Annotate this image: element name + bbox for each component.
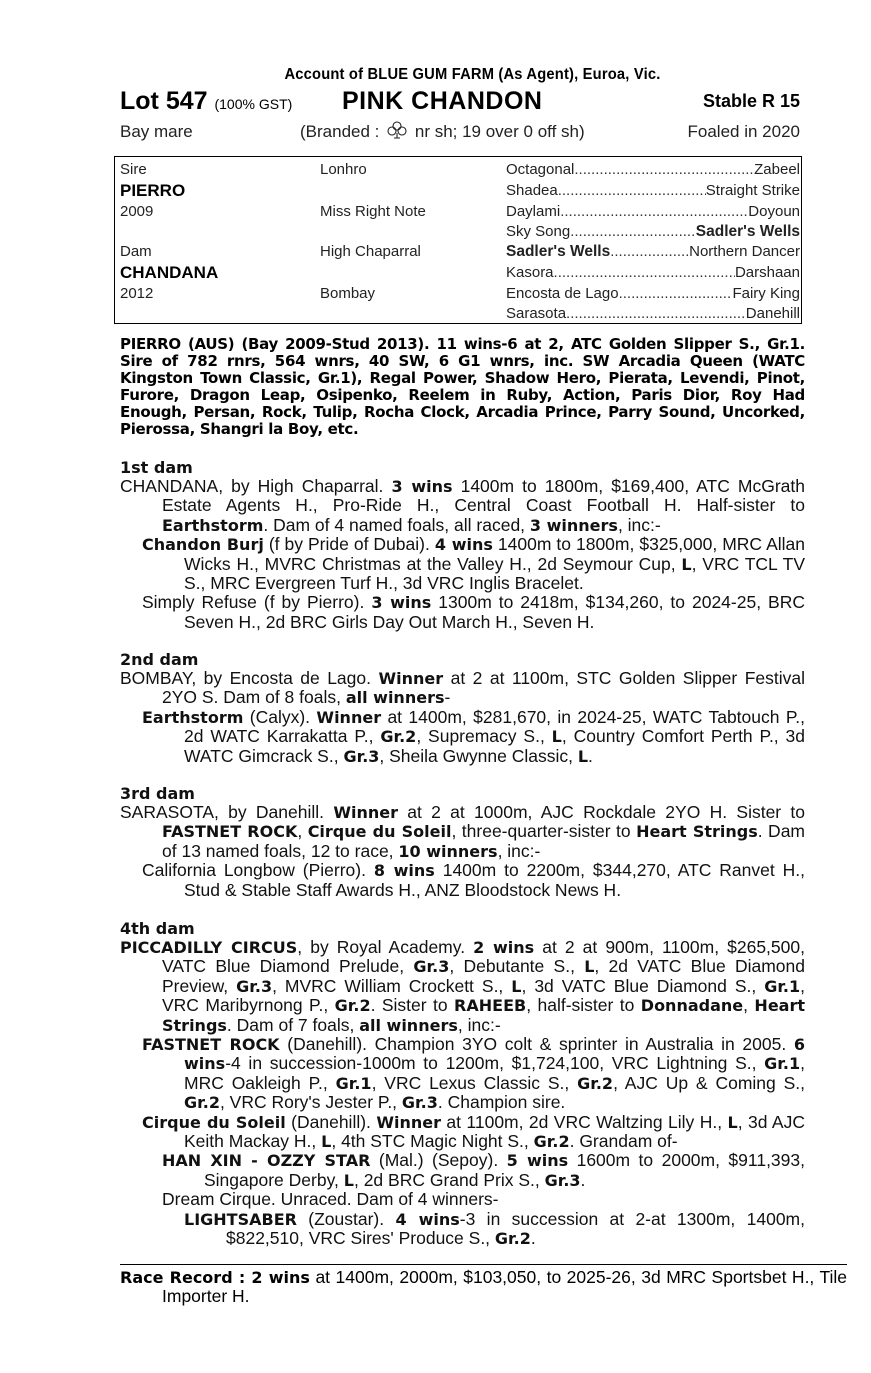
fourth-dam-greatgrandprogeny-1: LIGHTSABER (Zoustar). 4 wins-3 in succession at 2-at 1300m, 1400m, $822,510, VRC Sires' Produce S., Gr.2. [184,1208,805,1249]
foaled-year: Foaled in 2020 [687,122,800,141]
third-gen-8: Sarasota ..... Danehill [506,305,800,322]
dam-label: Dam [120,243,152,260]
third-gen-7: Encosta de Lago ..... Fairy King [506,285,800,302]
fourth-dam-grandprogeny-2: Dream Cirque. Unraced. Dam of 4 winners- [162,1189,499,1210]
second-dam-section [120,650,805,766]
third-gen-5: Sadler's Wells ..... Northern Dancer [506,243,800,261]
sire-dam: Miss Right Note [320,203,426,220]
third-dam-heading: 3rd dam [120,784,195,803]
third-gen-3: Daylami ..... Doyoun [506,203,800,220]
race-record-label: Race Record : 2 wins [120,1268,310,1287]
brand-info: (Branded : nr sh; 19 over 0 off sh) [300,122,585,141]
third-dam-text: SARASOTA, by Danehill. Winner at 2 at 1000m, AJC Rockdale 2YO H. Sister to FASTNET ROCK, Cirque du Soleil, three-quarter-sister to Heart Strings. Dam of 13 named foals, 12 to race, 10 winners, inc:- [120,802,806,861]
gst-note: (100% GST) [214,96,293,112]
dam-year: 2012 [120,285,154,302]
second-dam-heading: 2nd dam [120,650,199,669]
sire-label: Sire [120,161,147,178]
lot-number: Lot 547 (100% GST) [120,87,293,115]
stable-number: Stable R 15 [702,91,800,111]
fourth-dam-progeny-2: Cirque du Soleil (Danehill). Winner at 1100m, 2d VRC Waltzing Lily H., L, 3d AJC Keith Mackay H., L, 4th STC Magic Night S., Gr.2. Grandam of- [142,1111,805,1152]
info-row [120,116,805,148]
catalogue-page [120,64,848,1307]
third-dam-progeny-1: California Longbow (Pierro). 8 wins 1400m to 2200m, $344,270, ATC Ranvet H., Stud & Stable Staff Awards H., ANZ Bloodstock News H. [142,860,806,900]
third-gen-2: Shadea ..... Straight Strike [506,182,800,199]
dam-sire: High Chaparral [320,243,421,260]
horse-sex: Bay mare [120,122,193,141]
pedigree-table [114,156,802,324]
third-gen-1: Octagonal ..... Zabeel [506,161,800,178]
first-dam-section [120,458,805,632]
third-dam-section [120,784,805,900]
vendor-account: Account of BLUE GUM FARM (As Agent), Euroa, Vic. [284,66,661,83]
race-record-text: at 1400m, 2000m, $103,050, to 2025-26, 3d MRC Sportsbet H., Tile Importer H. [162,1267,848,1307]
first-dam-heading: 1st dam [120,458,193,477]
first-dam-progeny-1: Chandon Burj (f by Pride of Dubai). 4 wins 1400m to 1800m, $325,000, MRC Allan Wicks H., MVRC Christmas at the Valley H., 2d Seymour Cup, L, VRC TCL TV S., MRC Evergreen Turf H., 3d VRC Inglis Bracelet. [142,534,806,594]
dam-dam: Bombay [320,285,376,302]
fourth-dam-progeny-1: FASTNET ROCK (Danehill). Champion 3YO colt & sprinter in Australia in 2005. 6 wins-4 in succession-1000m to 1200m, $1,724,100, VRC Lightning S., Gr.1, MRC Oakleigh P., Gr.1, VRC Lexus Classic S., Gr.2, AJC Up & Coming S., Gr.2, VRC Rory's Jester P., Gr.3. Champion sire. [142,1034,806,1113]
lot-row [120,86,805,116]
sire-summary: PIERRO (AUS) (Bay 2009-Stud 2013). 11 wins-6 at 2, ATC Golden Slipper S., Gr.1. Sire of 782 rnrs, 564 wnrs, 40 SW, 6 G1 wnrs, inc. SW Arcadia Queen (WATC Kingston Town Classic, Gr.1), Regal Power, Shadow Hero, Pierata, Levendi, Pinot, Furore, Dragon Leap, Osipenko, Reelem in Ruby, Action, Paris Dior, Roy Had Enough, Persan, Rock, Tulip, Rocha Clock, Arcadia Prince, Parry Sound, Uncorked, Pierossa, Shangri la Boy, etc. [120,335,805,438]
sire-year: 2009 [120,203,154,220]
sire-sire: Lonhro [320,161,367,178]
fourth-dam-heading: 4th dam [120,919,195,938]
fourth-dam-section [120,919,805,1249]
horse-name: PINK CHANDON [342,87,543,115]
sire-name: PIERRO [120,181,186,200]
third-gen-4: Sky Song ..... Sadler's Wells [506,223,800,241]
fourth-dam-text: PICCADILLY CIRCUS, by Royal Academy. 2 wins at 2 at 900m, 1100m, $265,500, VATC Blue Diamond Prelude, Gr.3, Debutante S., L, 2d VATC Blue Diamond Preview, Gr.3, MVRC William Crockett S., L, 3d VATC Blue Diamond S., Gr.1, VRC Maribyrnong P., Gr.2. Sister to RAHEEB, half-sister to Donnadane, Heart Strings. Dam of 7 foals, all winners, inc:- [120,937,806,1035]
race-record [120,1264,847,1307]
first-dam-progeny-2: Simply Refuse (f by Pierro). 3 wins 1300m to 2418m, $134,260, to 2024-25, BRC Seven H., 2d BRC Girls Day Out March H., Seven H. [142,592,805,632]
third-gen-6: Kasora ..... Darshaan [506,264,800,281]
second-dam-text: BOMBAY, by Encosta de Lago. Winner at 2 at 1100m, STC Golden Slipper Festival 2YO S. Dam of 8 foals, all winners- [120,668,805,708]
first-dam-text: CHANDANA, by High Chaparral. 3 wins 1400m to 1800m, $169,400, ATC McGrath Estate Agents H., Pro-Ride H., Central Coast Football H. Half-sister to Earthstorm. Dam of 4 named foals, all raced, 3 winners, inc:- [120,476,805,535]
dam-name: CHANDANA [120,263,219,282]
second-dam-progeny-1: Earthstorm (Calyx). Winner at 1400m, $281,670, in 2024-25, WATC Tabtouch P., 2d WATC Karrakatta P., Gr.2, Supremacy S., L, Country Comfort Perth P., 3d WATC Gimcrack S., Gr.3, Sheila Gwynne Classic, L. [142,706,806,766]
fourth-dam-grandprogeny-1: HAN XIN - OZZY STAR (Mal.) (Sepoy). 5 wins 1600m to 2000m, $911,393, Singapore Derby, L, 2d BRC Grand Prix S., Gr.3. [162,1150,805,1190]
clover-brand-icon [384,121,410,139]
